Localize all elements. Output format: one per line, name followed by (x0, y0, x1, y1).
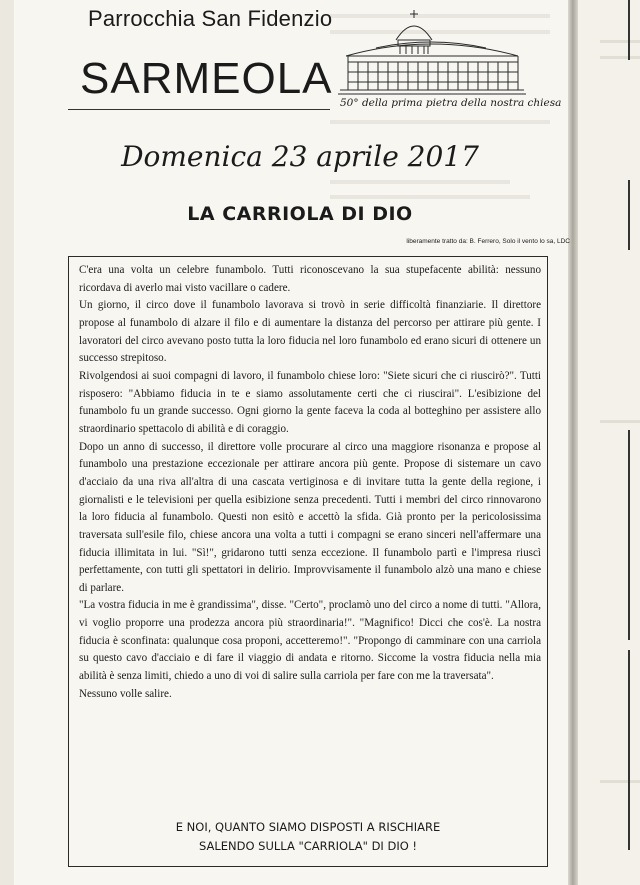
bleed-through-line (330, 195, 530, 199)
story-paragraph: Un giorno, il circo dove il funambolo lavorava si trovò in serie difficoltà finanziarie. Il direttore propose al funambolo di alzare il filo e di aumentare la distanza del percorso per attirare più gente. I lavoratori del circo avevano posto tutta la loro fiducia nel loro funambolo ed erano sicuri di ottenere un successo strepitoso. (79, 299, 541, 365)
source-credit: liberamente tratto da: B. Ferrero, Solo il vento lo sa, LDC (406, 238, 570, 245)
masthead-rule (68, 109, 330, 110)
adjacent-page-text-line (600, 40, 640, 43)
adjacent-page-text-line (600, 56, 640, 59)
adjacent-page-text-line (600, 420, 640, 423)
bleed-through-line (330, 120, 550, 124)
bulletin-date: Domenica 23 aprile 2017 (121, 140, 479, 173)
closing-exhortation (68, 818, 548, 856)
bleed-through-line (330, 180, 510, 184)
adjacent-page-left-edge (0, 0, 14, 885)
exhortation-line: E NOI, QUANTO SIAMO DISPOSTI A RISCHIARE (175, 820, 441, 834)
adjacent-page-right (578, 0, 640, 885)
anniversary-caption: 50° della prima pietra della nostra chiesa (340, 97, 562, 109)
church-drawing-icon (336, 6, 526, 98)
story-paragraph: Rivolgendosi ai suoi compagni di lavoro, il funambolo chiese loro: "Siete sicuri che ci riuscirò?". Tutti risposero: "Abbiamo fiducia in te e siamo assolutamente certi che ci riuscirai". L'esibizione del funambolo fu un grande successo. Ogni giorno la gente faceva la coda al botteghino per assistere allo straordinario spettacolo di abilità e di coraggio. (79, 369, 541, 435)
adjacent-page-text-line (600, 780, 640, 783)
parish-name: Parrocchia San Fidenzio (88, 6, 333, 31)
story-paragraph: Dopo un anno di successo, il direttore volle procurare al circo una maggiore risonanza e propose al funambolo una prestazione eccezionale per attirare ancora più gente. Propose di sistemare un cavo d'acciaio da una riva all'altra di una cascata vertiginosa e di invitare tutta la gente della regione, i giornalisti e le televisioni per quella esibizione senza precedenti. Tutti i membri del circo rinnovarono la loro fiducia al funambolo. Questi non esitò e accettò la sfida. Già pronto per la pericolosissima traversata sull'esile filo, chiese ancora una volta a tutti i compagni se erano sinceri nell'affermare una fiducia illimitata in lui. "Sì!", gridarono tutti senza eccezione. Il funambolo partì e l'impresa riuscì perfettamente, con tutti gli spettatori in delirio. Improvvisamente il funambolo alzò una mano e chiese di parlare. (79, 440, 541, 594)
adjacent-page-border (628, 0, 630, 60)
article-title: LA CARRIOLA DI DIO (187, 203, 413, 225)
exhortation-line: SALENDO SULLA "CARRIOLA" DI DIO ! (198, 839, 418, 853)
story-text (79, 262, 541, 703)
story-paragraph: Nessuno volle salire. (79, 687, 172, 700)
adjacent-page-border (628, 430, 630, 640)
story-paragraph: "La vostra fiducia in me è grandissima", disse. "Certo", proclamò uno del circo a nome di tutti. "Allora, vi voglio proporre una prodezza ancora più straordinaria!". "Magnifico! Dicci che cos'è. La nostra fiducia è sconfinata: qualunque cosa proponi, accetteremo!". "Propongo di camminare con una carriola su questo cavo d'acciaio e di fare il viaggio di andata e ritorno. Siccome la vostra fiducia nella mia abilità è senza limiti, chiedo a uno di voi di salire sulla carriola per fare con me la traversata". (79, 599, 541, 683)
story-paragraph: C'era una volta un celebre funambolo. Tutti riconoscevano la sua stupefacente abilità: nessuno ricordava di averlo mai visto vacillare o cadere. (79, 264, 541, 294)
adjacent-page-border (628, 650, 630, 850)
adjacent-page-border (628, 180, 630, 250)
bulletin-masthead-title: SARMEOLA (80, 54, 333, 103)
